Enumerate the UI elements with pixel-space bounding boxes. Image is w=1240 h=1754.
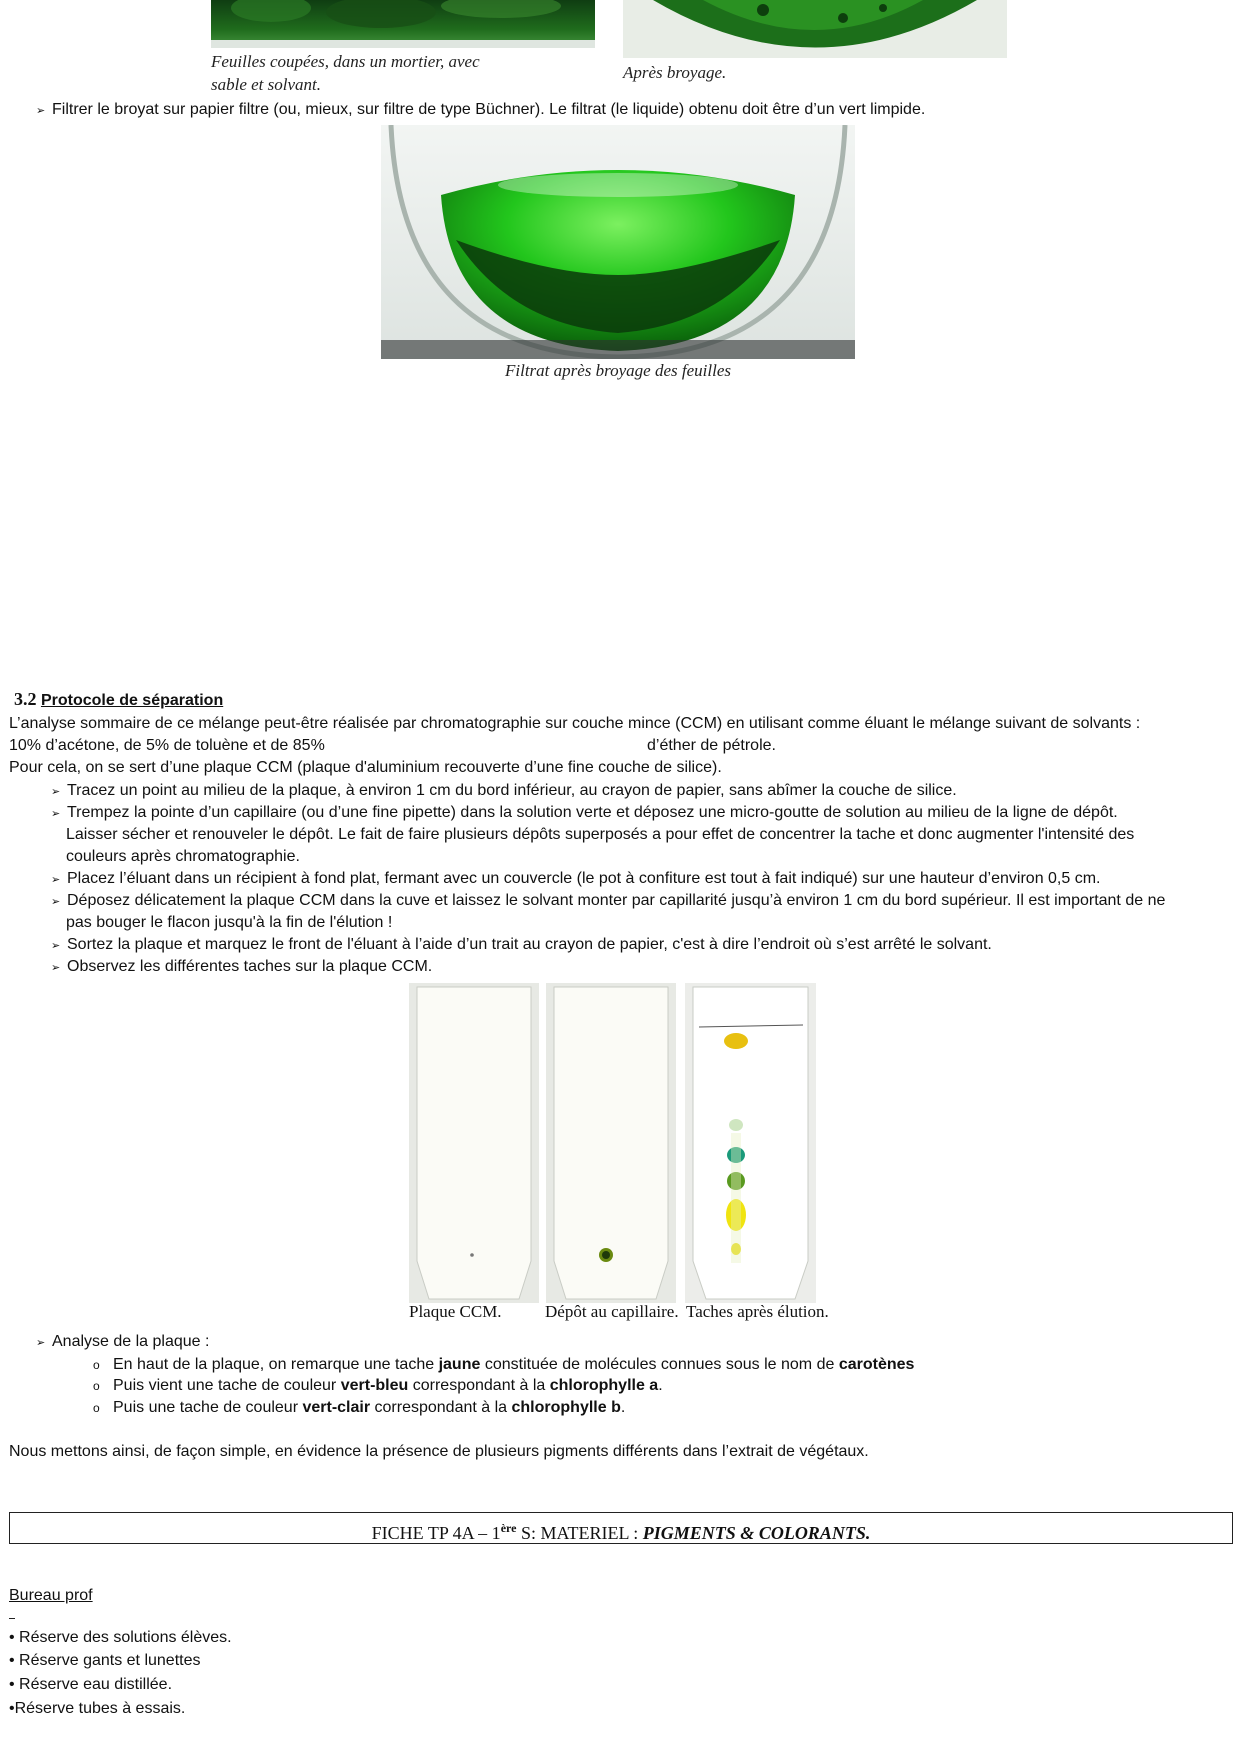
arrow-bullet-icon: ➢ [36, 1337, 46, 1349]
step-2-continued-end: couleurs après chromatographie. [66, 848, 300, 865]
crushed-leaves-photo [211, 0, 595, 48]
bureau-item: • Réserve des solutions élèves. [9, 1629, 232, 1646]
caption-line: Feuilles coupées, dans un mortier, avec [211, 52, 480, 71]
bureau-title: Bureau prof [9, 1587, 93, 1604]
step-text: Observez les différentes taches sur la plaque CCM. [67, 958, 433, 975]
arrow-bullet-icon: ➢ [51, 896, 61, 908]
analysis-text: . [658, 1377, 663, 1394]
step-5 [51, 934, 992, 957]
small-underline-mark [9, 1618, 15, 1619]
analysis-text: . [620, 1399, 626, 1416]
plate-caption-2: Dépôt au capillaire. [545, 1302, 679, 1321]
section-number: 3.2 [14, 689, 37, 709]
analysis-text: En haut de la plaque, on remarque une tache [113, 1356, 435, 1373]
analysis-text: constituée de molécules connues sous le nom de [484, 1356, 835, 1373]
circle-bullet-icon: o [93, 1358, 100, 1372]
arrow-bullet-icon: ➢ [51, 808, 61, 820]
step-1 [51, 780, 957, 803]
analysis-text: Puis une tache de couleur [113, 1399, 299, 1416]
fiche-italic-title: PIGMENTS & COLORANTS. [642, 1523, 871, 1543]
fiche-superscript: ère [500, 1521, 517, 1535]
filter-step-text: Filtrer le broyat sur papier filtre (ou, mieux, sur filtre de type Büchner). Le filtrat (le liquide) obtenu doit être d’un vert limpide. [52, 101, 926, 118]
bureau-item: • Réserve eau distillée. [9, 1676, 173, 1693]
step-text: Sortez la plaque et marquez le front de l'éluant à l’aide d’un trait au crayon de papier, c'est à dire l’endroit où s’est arrêté le solvant. [67, 936, 992, 953]
caption-line: sable et solvant. [211, 75, 322, 94]
circle-bullet-icon: o [93, 1401, 100, 1415]
bureau-item: • Réserve gants et lunettes [9, 1652, 201, 1669]
step-4 [51, 890, 1165, 913]
analysis-bold: jaune [438, 1356, 481, 1373]
analysis-bold: vert-bleu [340, 1377, 409, 1394]
step-text: Déposez délicatement la plaque CCM dans la cuve et laissez le solvant monter par capillarité jusqu’à environ 1 cm du bord supérieur. Il est important de ne [67, 892, 1166, 909]
step-text: Tracez un point au milieu de la plaque, à environ 1 cm du bord inférieur, au crayon de papier, sans abîmer la couche de silice. [67, 782, 957, 799]
fiche-middle: S: MATERIEL : [516, 1523, 643, 1543]
tlc-plate-eluted [685, 983, 816, 1303]
step-4-continued: pas bouger le flacon jusqu'à la fin de l'élution ! [66, 914, 393, 931]
intro-line-2b: d’éther de pétrole. [647, 737, 776, 754]
analysis-bold: carotènes [838, 1356, 915, 1373]
step-text: Placez l’éluant dans un récipient à fond plat, fermant avec un couvercle (le pot à confiture est tout à fait indiqué) sur une hauteur d’environ 0,5 cm. [67, 870, 1101, 887]
step-2-continued: Laisser sécher et renouveler le dépôt. Le fait de faire plusieurs dépôts superposés a pour effet de concentrer la tache et donc augmenter l'intensité des [66, 826, 1135, 843]
analysis-item-chlorophyll-b [93, 1397, 625, 1419]
section-heading [14, 689, 223, 710]
intro-line-1: L’analyse sommaire de ce mélange peut-être réalisée par chromatographie sur couche mince (CCM) en utilisant comme éluant le mélange suivant de solvants : [9, 715, 1141, 732]
intro-line-3: Pour cela, on se sert d’une plaque CCM (plaque d'aluminium recouverte d’une fine couche de silice). [9, 759, 722, 776]
analysis-title: Analyse de la plaque : [52, 1333, 210, 1350]
crushed-result-photo [623, 0, 1007, 58]
arrow-bullet-icon: ➢ [36, 105, 46, 117]
analysis-bold: chlorophylle a [549, 1377, 659, 1394]
plate-caption-1: Plaque CCM. [409, 1302, 502, 1321]
arrow-bullet-icon: ➢ [51, 874, 61, 886]
arrow-bullet-icon: ➢ [51, 940, 61, 952]
analysis-item-carotenes [93, 1354, 914, 1376]
circle-bullet-icon: o [93, 1379, 100, 1393]
filtrate-photo [381, 125, 855, 359]
step-6 [51, 956, 432, 979]
intro-line-2a: 10% d’acétone, de 5% de toluène et de 85% [9, 737, 325, 754]
analysis-text: correspondant à la [412, 1377, 546, 1394]
section-title: Protocole de séparation [40, 692, 224, 709]
conclusion: Nous mettons ainsi, de façon simple, en évidence la présence de plusieurs pigments différents dans l’extrait de végétaux. [9, 1443, 869, 1460]
tlc-plate-blank [409, 983, 539, 1303]
filtrate-caption: Filtrat après broyage des feuilles [504, 361, 731, 380]
analysis-item-chlorophyll-a [93, 1375, 663, 1397]
analysis-bold: vert-clair [302, 1399, 371, 1416]
left-photo-caption [211, 50, 541, 96]
step-3 [51, 868, 1101, 891]
analysis-text: correspondant à la [374, 1399, 508, 1416]
analysis-bold: chlorophylle b [511, 1399, 621, 1416]
bureau-item: •Réserve tubes à essais. [9, 1700, 186, 1717]
tlc-plate-deposit [546, 983, 676, 1303]
right-photo-caption: Après broyage. [623, 63, 727, 82]
filter-step [36, 99, 925, 122]
analysis-heading [36, 1331, 209, 1354]
fiche-prefix: FICHE TP 4A – 1 [371, 1523, 501, 1543]
arrow-bullet-icon: ➢ [51, 786, 61, 798]
plate-caption-3: Taches après élution. [686, 1302, 829, 1321]
analysis-text: Puis vient une tache de couleur [113, 1377, 337, 1394]
arrow-bullet-icon: ➢ [51, 962, 61, 974]
fiche-title-box [9, 1512, 1233, 1544]
step-text: Trempez la pointe d’un capillaire (ou d’une fine pipette) dans la solution verte et déposez une micro-goutte de solution au milieu de la ligne de dépôt. [67, 804, 1118, 821]
step-2 [51, 802, 1118, 825]
